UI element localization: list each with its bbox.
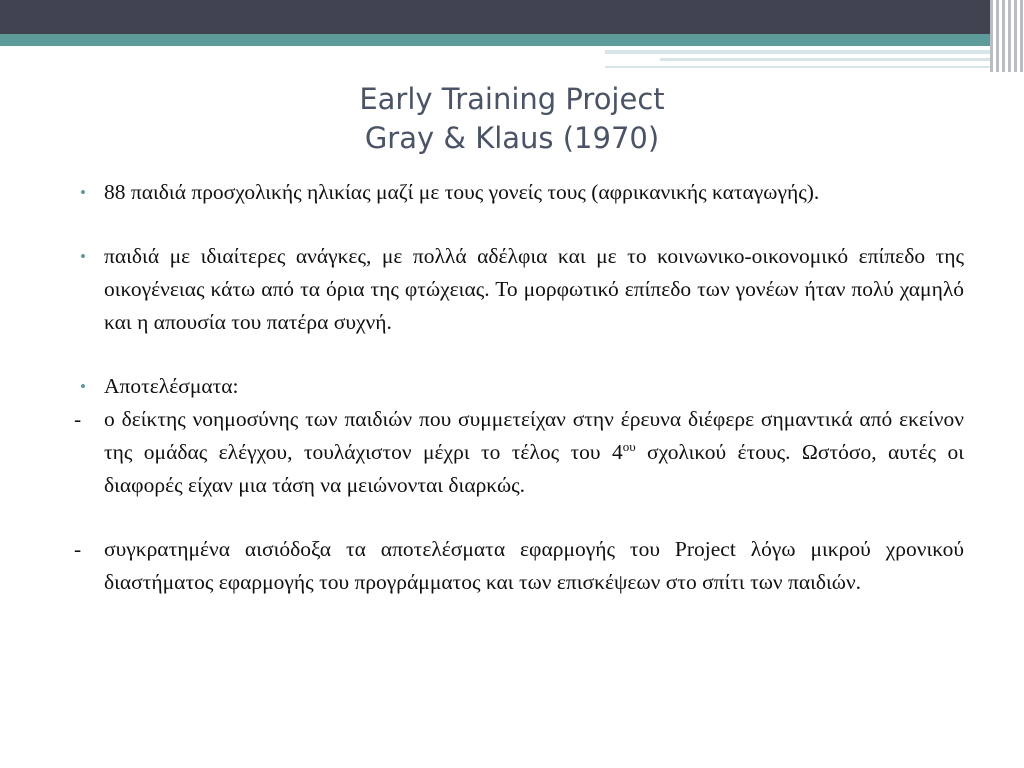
bullet-dot-icon: • (80, 247, 86, 266)
bullet-dot-icon: • (80, 377, 86, 396)
header-accent-line (605, 50, 990, 54)
header-accent-line (605, 66, 990, 68)
slide-title (0, 80, 1024, 158)
dash-marker: - (74, 537, 82, 561)
result-text-start: ο δείκτης νοημοσύνης των παιδιών που συμμετείχαν στην έρευνα διέφερε σημαντικά από εκείνον της ομάδας ελέγχου, τουλάχιστον μέχρι το τέλος του 4 (104, 407, 964, 464)
bullet-item (74, 370, 964, 403)
header-band-dark (0, 0, 990, 34)
header-band-teal (0, 34, 990, 46)
result-text: συγκρατημένα αισιόδοξα τα αποτελέσματα εφαρμογής του Project λόγω μικρού χρονικού διαστήματος εφαρμογής του προγράμματος και των επισκέψεων στο σπίτι των παιδιών. (104, 537, 964, 594)
bullet-text: 88 παιδιά προσχολικής ηλικίας μαζί με τους γονείς τους (αφρικανικής καταγωγής). (104, 180, 820, 204)
header-stripes (990, 0, 1024, 72)
slide-body (74, 176, 964, 599)
ordinal-superscript: ου (622, 438, 636, 454)
dash-marker: - (74, 407, 82, 431)
bullet-text: παιδιά με ιδιαίτερες ανάγκες, με πολλά αδέλφια και με το κοινωνικο-οικονομικό επίπεδο της οικογένειας κάτω από τα όρια της φτώχειας. Το μορφωτικό επίπεδο των γονέων ήταν πολύ χαμηλό και η απουσία του πατέρα συχνή. (104, 244, 964, 334)
bullet-text: Αποτελέσματα: (104, 374, 239, 398)
slide-title-line-2: Gray & Klaus (1970) (364, 121, 660, 155)
result-item (74, 533, 964, 599)
result-text-end: σχολικού έτους. Ωστόσο, αυτές οι διαφορές είχαν μια τάση να μειώνονται διαρκώς. (104, 440, 964, 497)
bullet-dot-icon: • (80, 183, 86, 202)
result-item (74, 403, 964, 502)
slide-title-line-1: Early Training Project (359, 82, 665, 116)
bullet-item (74, 240, 964, 339)
bullet-item (74, 176, 964, 209)
header-accent-line (660, 58, 990, 61)
